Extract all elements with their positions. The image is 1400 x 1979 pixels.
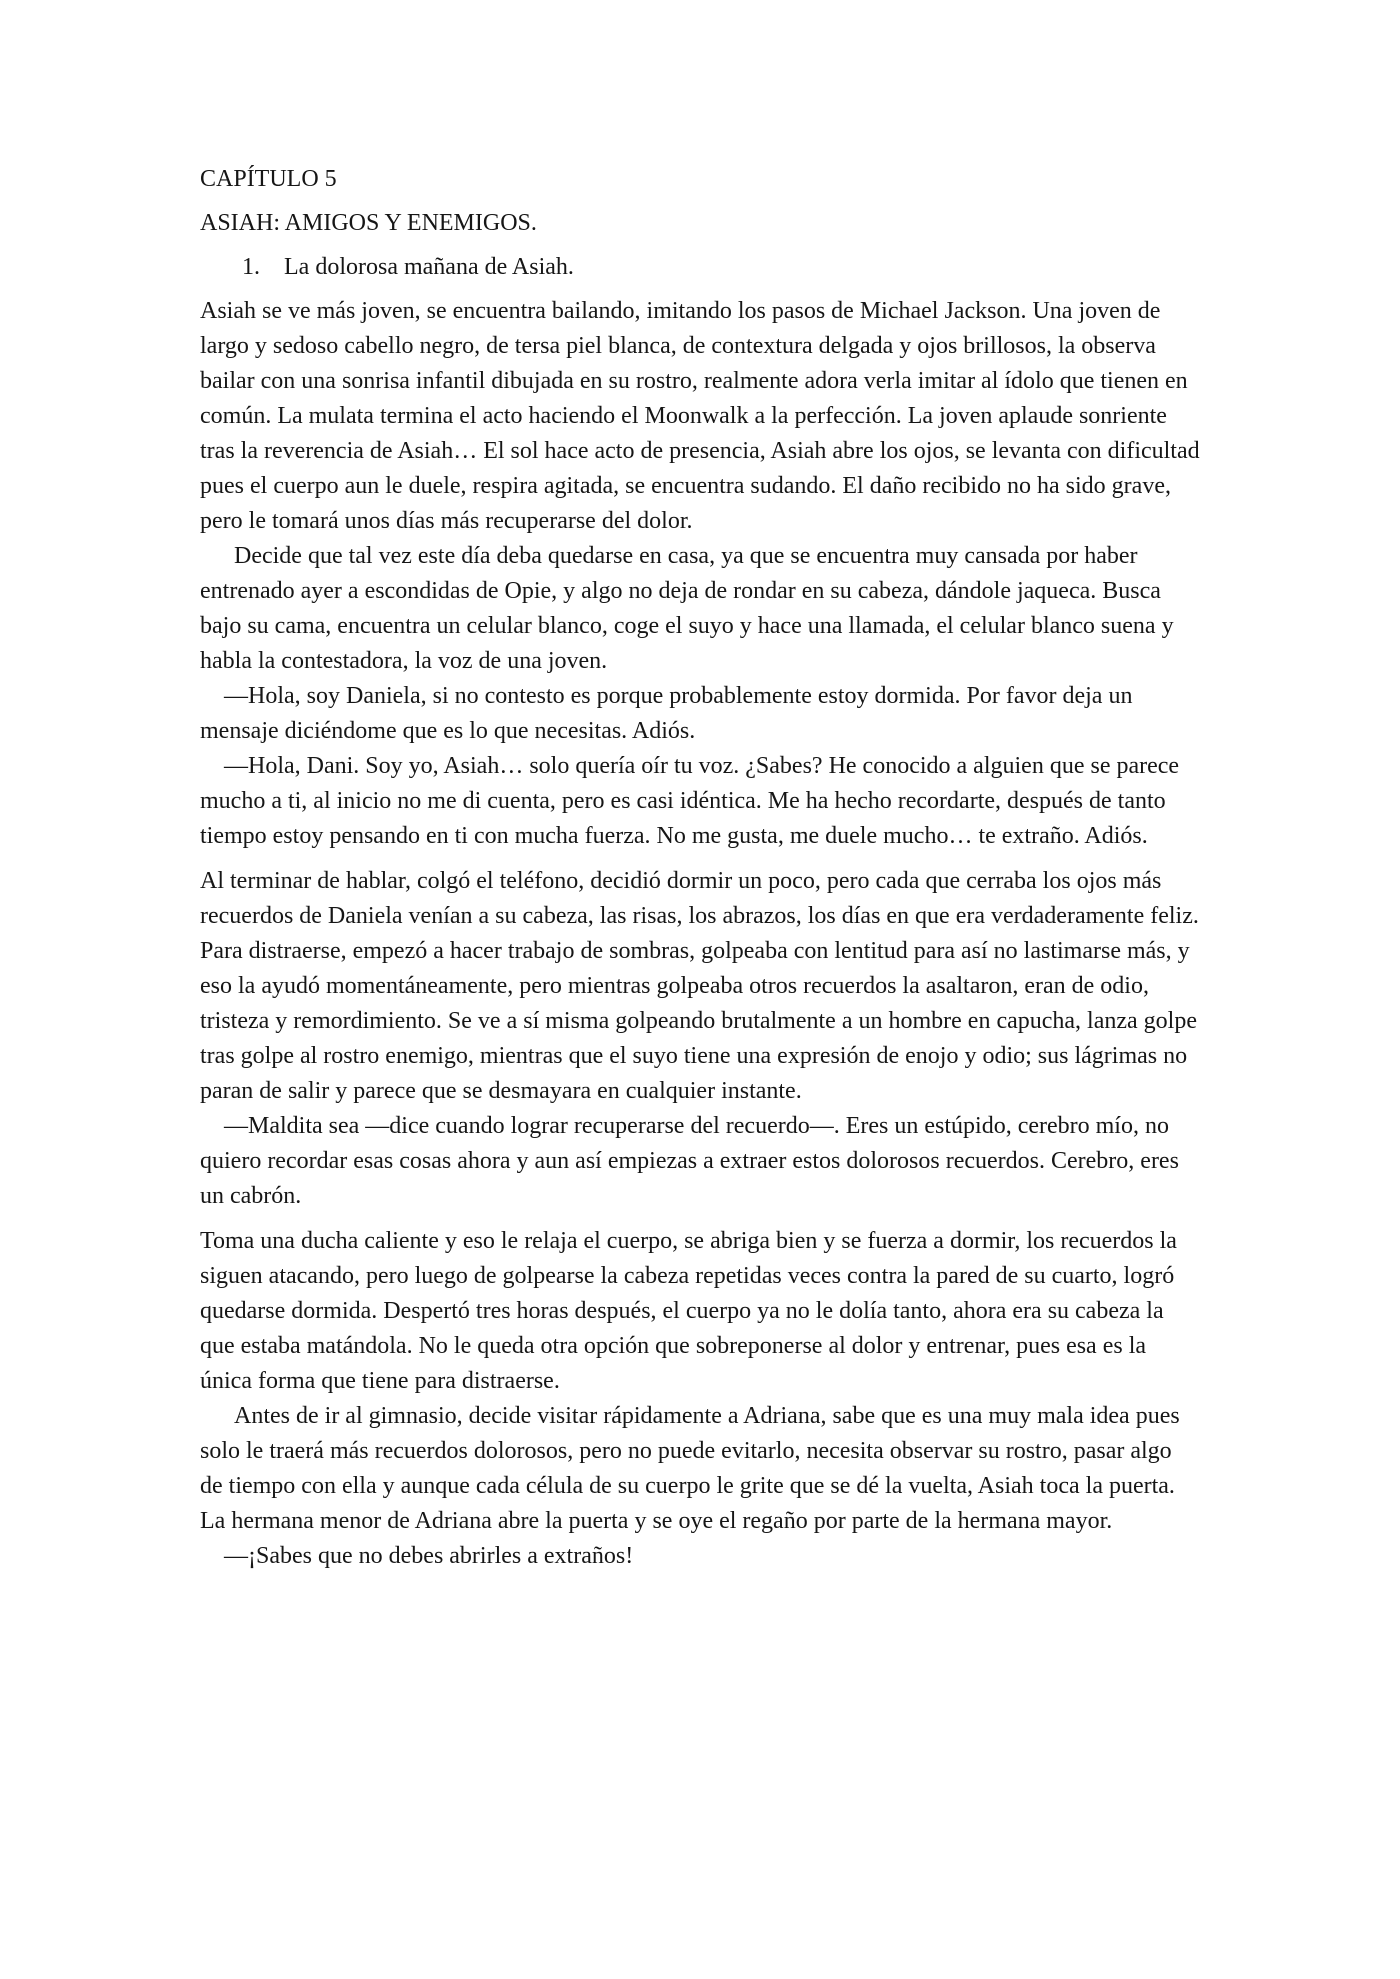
paragraph-7: Toma una ducha caliente y eso le relaja el cuerpo, se abriga bien y se fuerza a dormir, los recuerdos la siguen atacando, pero luego de golpearse la cabeza repetidas veces contra la pared de su cuarto, logró quedarse dormida. Despertó tres horas después, el cuerpo ya no le dolía tanto, ahora era su cabeza la que estaba matándola. No le queda otra opción que sobreponerse al dolor y entrenar, pues esa es la única forma que tiene para distraerse. <box>200 1228 1177 1394</box>
chapter-label: CAPÍTULO 5 <box>200 166 337 192</box>
paragraph-6-dialogue: —Maldita sea —dice cuando lograr recuperarse del recuerdo—. Eres un estúpido, cerebro mío, no quiero recordar esas cosas ahora y aun así empiezas a extraer estos dolorosos recuerdos. Cerebro, eres un cabrón. <box>200 1113 1179 1209</box>
paragraph-4-dialogue: —Hola, Dani. Soy yo, Asiah… solo quería oír tu voz. ¿Sabes? He conocido a alguien que se parece mucho a ti, al inicio no me di cuenta, pero es casi idéntica. Me ha hecho recordarte, después de tanto tiempo estoy pensando en ti con mucha fuerza. No me gusta, me duele mucho… te extraño. Adiós. <box>200 753 1180 849</box>
paragraph-2: Decide que tal vez este día deba quedarse en casa, ya que se encuentra muy cansada por haber entrenado ayer a escondidas de Opie, y algo no deja de rondar en su cabeza, dándole jaqueca. Busca bajo su cama, encuentra un celular blanco, coge el suyo y hace una llamada, el celular blanco suena y habla la contestadora, la voz de una joven. <box>200 543 1174 674</box>
subsection-title: La dolorosa mañana de Asiah. <box>284 254 574 280</box>
paragraph-9-dialogue: —¡Sabes que no debes abrirles a extraños! <box>224 1543 634 1569</box>
paragraph-5: Al terminar de hablar, colgó el teléfono, decidió dormir un poco, pero cada que cerraba los ojos más recuerdos de Daniela venían a su cabeza, las risas, los abrazos, los días en que era verdaderamente feliz. Para distraerse, empezó a hacer trabajo de sombras, golpeaba con lentitud para así no lastimarse más, y eso la ayudó momentáneamente, pero mientras golpeaba otros recuerdos la asaltaron, eran de odio, tristeza y remordimiento. Se ve a sí misma golpeando brutalmente a un hombre en capucha, lanza golpe tras golpe al rostro enemigo, mientras que el suyo tiene una expresión de enojo y odio; sus lágrimas no paran de salir y parece que se desmayara en cualquier instante. <box>200 868 1199 1104</box>
paragraph-3-dialogue: —Hola, soy Daniela, si no contesto es porque probablemente estoy dormida. Por favor deja un mensaje diciéndome que es lo que necesitas. Adiós. <box>200 683 1133 744</box>
paragraph-8: Antes de ir al gimnasio, decide visitar rápidamente a Adriana, sabe que es una muy mala idea pues solo le traerá más recuerdos dolorosos, pero no puede evitarlo, necesita observar su rostro, pasar algo de tiempo con ella y aunque cada célula de su cuerpo le grite que se dé la vuelta, Asiah toca la puerta. La hermana menor de Adriana abre la puerta y se oye el regaño por parte de la hermana mayor. <box>200 1403 1180 1534</box>
subsection-heading <box>200 250 1200 285</box>
document-body <box>200 162 1200 1574</box>
section-title: ASIAH: AMIGOS Y ENEMIGOS. <box>200 210 537 236</box>
subsection-number: 1. <box>242 254 260 280</box>
paragraph-1: Asiah se ve más joven, se encuentra bailando, imitando los pasos de Michael Jackson. Una joven de largo y sedoso cabello negro, de tersa piel blanca, de contextura delgada y ojos brillosos, la observa bailar con una sonrisa infantil dibujada en su rostro, realmente adora verla imitar al ídolo que tienen en común. La mulata termina el acto haciendo el Moonwalk a la perfección. La joven aplaude sonriente tras la reverencia de Asiah… El sol hace acto de presencia, Asiah abre los ojos, se levanta con dificultad pues el cuerpo aun le duele, respira agitada, se encuentra sudando. El daño recibido no ha sido grave, pero le tomará unos días más recuperarse del dolor. <box>200 298 1200 534</box>
